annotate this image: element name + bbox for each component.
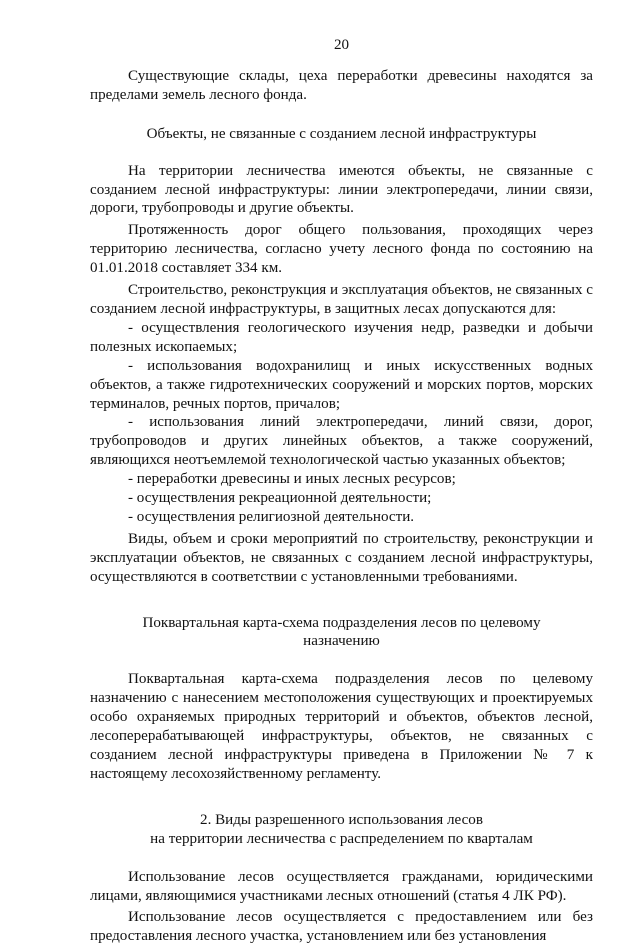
paragraph-objects-present: На территории лесничества имеются объекты, не связанные с созданием лесной инфраструктуры: линии электропередачи, линии связи, дороги, трубопроводы и другие объекты. <box>90 162 593 217</box>
section-heading-quarter-map <box>90 614 593 652</box>
heading-line: 2. Виды разрешенного использования лесов <box>200 811 483 828</box>
list-item-recreation: - осуществления рекреационной деятельности; <box>128 490 432 507</box>
paragraph-forest-use-plot: Использование лесов осуществляется с предоставлением или без предоставления лесного участка, установлением или без установления <box>90 909 593 945</box>
heading-line: на территории лесничества с распределением по кварталам <box>150 830 533 847</box>
list-item-power-lines: - использования линий электропередачи, линий связи, дорог, трубопроводов и других линейных объектов, а также сооружений, являющихся неотъемлемой технологической частью указанных объектов; <box>90 414 593 469</box>
paragraph-quarter-map: Поквартальная карта-схема подразделения лесов по целевому назначению с нанесением местоположения существующих и проектируемых особо охраняемых природных территорий и объектов, объектов лесной, лесоперерабатывающей инфраструктуры, объектов, не связанных с созданием лесной инфраструктуры приведена в Приложении № 7 к настоящему лесохозяйственному регламенту. <box>90 671 593 782</box>
section-heading-permitted-use <box>90 811 593 849</box>
page-number: 20 <box>333 37 350 53</box>
paragraph-forest-use-citizens: Использование лесов осуществляется гражданами, юридическими лицами, являющимися участниками лесных отношений (статья 4 ЛК РФ). <box>90 868 593 904</box>
heading-line: назначению <box>303 633 380 650</box>
heading-line: Объекты, не связанные с созданием лесной инфраструктуры <box>146 125 537 142</box>
list-item-geology: - осуществления геологического изучения недр, разведки и добычи полезных ископаемых; <box>90 319 593 355</box>
document-page <box>90 36 593 946</box>
paragraph-construction-allowed: Строительство, реконструкция и эксплуатация объектов, не связанных с созданием лесной инфраструктуры, в защитных лесах допускаются для: <box>90 282 593 317</box>
heading-line: Поквартальная карта-схема подразделения лесов по целевому <box>142 614 541 631</box>
paragraph-warehouses: Существующие склады, цеха переработки древесины находятся за пределами земель лесного фонда. <box>90 67 593 103</box>
list-item-reservoirs: - использования водохранилищ и иных искусственных водных объектов, а также гидротехнических сооружений и морских портов, морских терминалов, речных портов, причалов; <box>90 357 593 412</box>
section-heading-non-forest-objects <box>90 125 593 144</box>
list-item-wood-processing: - переработки древесины и иных лесных ресурсов; <box>128 471 456 488</box>
paragraph-requirements: Виды, объем и сроки мероприятий по строительству, реконструкции и эксплуатации объектов, не связанных с созданием лесной инфраструктуры, осуществляются в соответствии с установленными требованиями. <box>90 530 593 585</box>
list-item-religion: - осуществления религиозной деятельности. <box>128 508 415 525</box>
paragraph-road-length: Протяженность дорог общего пользования, проходящих через территорию лесничества, согласно учету лесного фонда по состоянию на 01.01.2018 составляет 334 км. <box>90 222 593 277</box>
